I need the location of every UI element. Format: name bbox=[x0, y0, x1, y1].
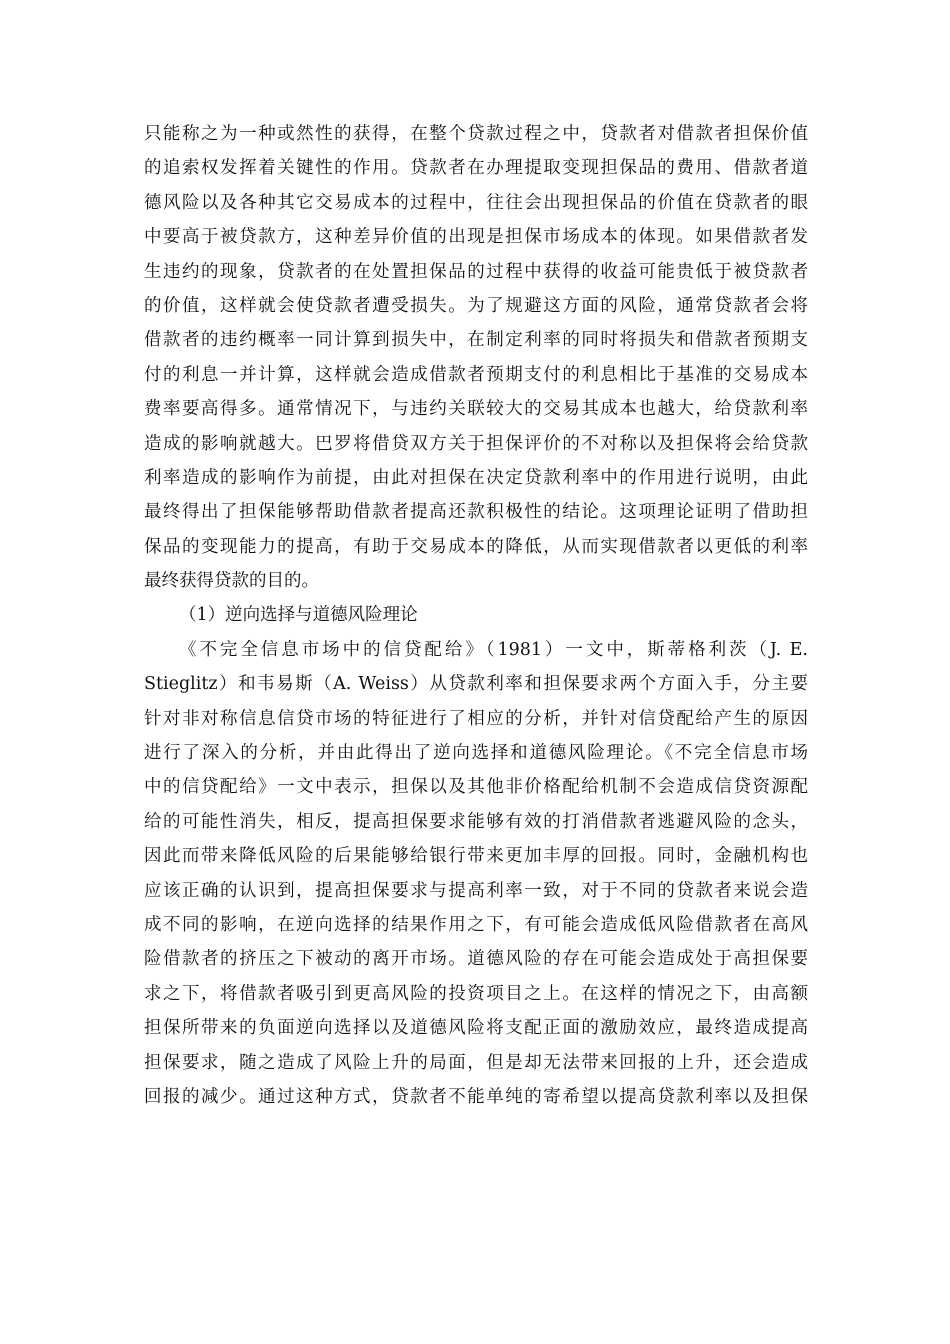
text-line: 的价值，这样就会使贷款者遭受损失。为了规避这方面的风险，通常贷款者会将 bbox=[144, 295, 808, 316]
text-line: 担保所带来的负面逆向选择以及道德风险将支配正面的激励效应，最终造成提高 bbox=[144, 1018, 808, 1039]
paragraph-2 bbox=[144, 633, 808, 1114]
text-line: 求之下，将借款者吸引到更高风险的投资项目之上。在这样的情况之下，由高额 bbox=[144, 983, 808, 1004]
text-line: 保品的变现能力的提高，有助于交易成本的降低，从而实现借款者以更低的利率 bbox=[144, 536, 808, 557]
text-line: 成不同的影响，在逆向选择的结果作用之下，有可能会造成低风险借款者在高风 bbox=[144, 914, 808, 935]
text-line: 应该正确的认识到，提高担保要求与提高利率一致，对于不同的贷款者来说会造 bbox=[144, 880, 808, 901]
text-line: 中要高于被贷款方，这种差异价值的出现是担保市场成本的体现。如果借款者发 bbox=[144, 227, 808, 248]
text-line: 担保要求，随之造成了风险上升的局面，但是却无法带来回报的上升，还会造成 bbox=[144, 1052, 808, 1073]
text-line: 费率要高得多。通常情况下，与违约关联较大的交易其成本也越大，给贷款利率 bbox=[144, 399, 808, 420]
text-line: 利率造成的影响作为前提，由此对担保在决定贷款利率中的作用进行说明，由此 bbox=[144, 467, 808, 488]
text-line: 德风险以及各种其它交易成本的过程中，往往会出现担保品的价值在贷款者的眼 bbox=[144, 192, 808, 213]
text-line: 进行了深入的分析，并由此得出了逆向选择和道德风险理论。《不完全信息市场 bbox=[144, 743, 808, 764]
text-line: 回报的减少。通过这种方式，贷款者不能单纯的寄希望以提高贷款利率以及担保 bbox=[144, 1086, 808, 1107]
paragraph-1 bbox=[144, 117, 808, 598]
text-line: 《不完全信息市场中的信贷配给》（1981）一文中，斯蒂格利茨（J. E. bbox=[179, 639, 808, 660]
text-line: 付的利息一并计算，这样就会造成借款者预期支付的利息相比于基准的交易成本 bbox=[144, 364, 808, 385]
text-line: 中的信贷配给》一文中表示，担保以及其他非价格配给机制不会造成信贷资源配 bbox=[144, 777, 808, 798]
text-line: 只能称之为一种或然性的获得，在整个贷款过程之中，贷款者对借款者担保价值 bbox=[144, 124, 808, 144]
text-line: 给的可能性消失，相反，提高担保要求能够有效的打消借款者逃避风险的念头， bbox=[144, 811, 808, 832]
text-line: 险借款者的挤压之下被动的离开市场。道德风险的存在可能会造成处于高担保要 bbox=[144, 949, 808, 970]
text-line: Stieglitz）和韦易斯（A. Weiss）从贷款利率和担保要求两个方面入手，分主要 bbox=[144, 674, 808, 695]
text-line: 生违约的现象，贷款者的在处置担保品的过程中获得的收益可能贵低于被贷款者 bbox=[144, 261, 808, 282]
text-line: 因此而带来降低风险的后果能够给银行带来更加丰厚的回报。同时，金融机构也 bbox=[144, 846, 808, 867]
text-line: 最终获得贷款的目的。 bbox=[144, 571, 319, 592]
text-line: 借款者的违约概率一同计算到损失中，在制定利率的同时将损失和借款者预期支 bbox=[144, 330, 808, 351]
text-line: 的追索权发挥着关键性的作用。贷款者在办理提取变现担保品的费用、借款者道 bbox=[144, 158, 808, 179]
text-line: 造成的影响就越大。巴罗将借贷双方关于担保评价的不对称以及担保将会给贷款 bbox=[144, 433, 808, 454]
section-heading bbox=[144, 598, 808, 632]
text-line: 最终得出了担保能够帮助借款者提高还款积极性的结论。这项理论证明了借助担 bbox=[144, 502, 808, 523]
document-page bbox=[144, 117, 808, 1114]
text-line: 针对非对称信息信贷市场的特征进行了相应的分析，并针对信贷配给产生的原因 bbox=[144, 708, 808, 729]
heading-text: （1）逆向选择与道德风险理论 bbox=[179, 605, 418, 626]
